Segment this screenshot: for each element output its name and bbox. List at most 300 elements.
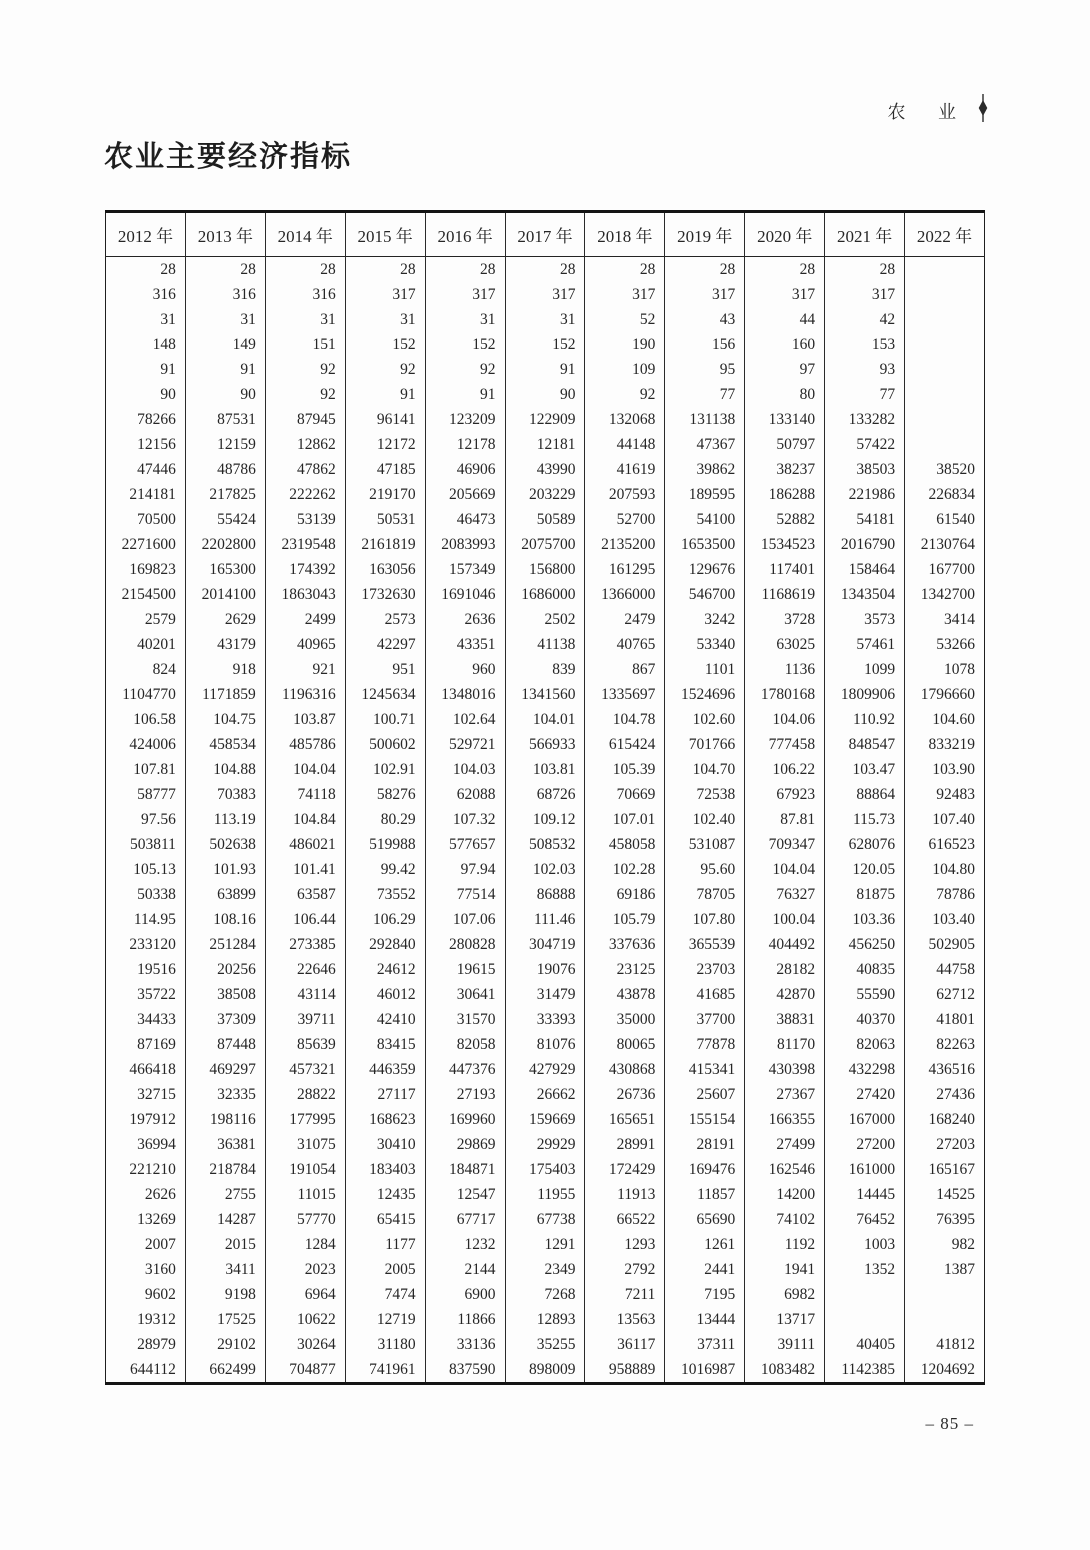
table-cell: 921 <box>265 657 345 682</box>
table-cell: 102.28 <box>585 857 665 882</box>
table-cell: 67738 <box>505 1207 585 1232</box>
table-cell: 2202800 <box>185 532 265 557</box>
table-cell: 27193 <box>425 1082 505 1107</box>
table-cell: 82063 <box>825 1032 905 1057</box>
table-cell: 1245634 <box>345 682 425 707</box>
table-cell: 100.71 <box>345 707 425 732</box>
table-cell: 159669 <box>505 1107 585 1132</box>
table-cell: 30641 <box>425 982 505 1007</box>
table-cell: 72538 <box>665 782 745 807</box>
table-cell: 104.06 <box>745 707 825 732</box>
table-cell: 105.79 <box>585 907 665 932</box>
table-cell: 6900 <box>425 1282 505 1307</box>
table-row <box>106 1332 985 1357</box>
table-cell: 2579 <box>144 611 176 628</box>
table-cell: 3728 <box>745 607 825 632</box>
table-cell: 115.73 <box>825 807 905 832</box>
table-cell: 55424 <box>185 507 265 532</box>
table-cell: 53139 <box>265 507 345 532</box>
table-cell: 1796660 <box>905 682 985 707</box>
table-cell: 99.42 <box>345 857 425 882</box>
table-cell: 95.60 <box>665 857 745 882</box>
table-row <box>106 407 985 432</box>
table-cell <box>905 1282 985 1307</box>
table-cell: 233120 <box>129 936 176 953</box>
table-cell: 11913 <box>585 1182 665 1207</box>
table-cell: 110.92 <box>825 707 905 732</box>
table-cell: 97.94 <box>425 857 505 882</box>
table-cell: 1343504 <box>825 582 905 607</box>
table-cell: 81076 <box>505 1032 585 1057</box>
table-cell: 1732630 <box>345 582 425 607</box>
table-cell: 40765 <box>585 632 665 657</box>
table-cell: 77514 <box>425 882 505 907</box>
table-cell: 19312 <box>137 1311 176 1328</box>
table-cell: 221986 <box>825 482 905 507</box>
table-cell: 102.60 <box>665 707 745 732</box>
table-row <box>106 782 985 807</box>
table-cell: 104.80 <box>905 857 985 882</box>
table-cell: 158464 <box>825 557 905 582</box>
table-cell: 67923 <box>745 782 825 807</box>
table-cell: 162546 <box>745 1157 825 1182</box>
table-cell: 25607 <box>665 1082 745 1107</box>
table-cell: 77878 <box>665 1032 745 1057</box>
table-row <box>106 332 985 357</box>
table-cell: 3573 <box>825 607 905 632</box>
table-cell: 28 <box>160 261 176 278</box>
running-head-label: 农 业 <box>887 101 970 122</box>
table-cell: 104.04 <box>265 757 345 782</box>
table-cell: 502905 <box>905 932 985 957</box>
table-cell: 156 <box>665 332 745 357</box>
table-cell: 28 <box>745 257 825 283</box>
table-cell: 78786 <box>905 882 985 907</box>
indicator-table <box>105 210 985 1385</box>
table-cell <box>825 1307 905 1332</box>
table-cell: 226834 <box>905 482 985 507</box>
table-cell: 404492 <box>745 932 825 957</box>
table-cell: 44148 <box>585 432 665 457</box>
table-cell: 1335697 <box>585 682 665 707</box>
table-cell: 6982 <box>745 1282 825 1307</box>
table-cell: 117401 <box>745 557 825 582</box>
table-cell: 2755 <box>185 1182 265 1207</box>
table-cell: 189595 <box>665 482 745 507</box>
table-row <box>106 982 985 1007</box>
table-cell: 43114 <box>265 982 345 1007</box>
table-cell: 40405 <box>825 1332 905 1357</box>
table-cell: 628076 <box>825 832 905 857</box>
table-cell: 40965 <box>265 632 345 657</box>
table-cell: 14445 <box>825 1182 905 1207</box>
table-cell: 87531 <box>185 407 265 432</box>
table-cell: 47367 <box>665 432 745 457</box>
table-cell: 430868 <box>585 1057 665 1082</box>
table-cell: 50531 <box>345 507 425 532</box>
year-column-header: 2018 年 <box>585 212 665 257</box>
table-cell: 93 <box>825 357 905 382</box>
year-column-header: 2012 年 <box>106 212 186 257</box>
table-cell: 36117 <box>585 1332 665 1357</box>
table-cell: 1342700 <box>905 582 985 607</box>
table-cell: 101.93 <box>185 857 265 882</box>
table-cell: 82058 <box>425 1032 505 1057</box>
table-cell: 2479 <box>585 607 665 632</box>
table-cell: 38520 <box>905 457 985 482</box>
table-row <box>106 607 985 632</box>
table-cell: 2502 <box>505 607 585 632</box>
table-cell: 174392 <box>265 557 345 582</box>
table-cell: 1352 <box>825 1257 905 1282</box>
table-cell <box>905 432 985 457</box>
table-cell: 44758 <box>905 957 985 982</box>
table-cell: 2499 <box>265 607 345 632</box>
table-cell <box>905 332 985 357</box>
table-cell: 23125 <box>585 957 665 982</box>
table-cell: 1941 <box>745 1257 825 1282</box>
table-cell: 68726 <box>505 782 585 807</box>
table-row <box>106 907 985 932</box>
table-cell: 616523 <box>905 832 985 857</box>
table-cell: 85639 <box>265 1032 345 1057</box>
table-cell: 2636 <box>425 607 505 632</box>
table-row <box>106 282 985 307</box>
table-cell: 27420 <box>825 1082 905 1107</box>
table-cell: 1387 <box>905 1257 985 1282</box>
running-head <box>888 94 989 127</box>
table-cell: 166355 <box>745 1107 825 1132</box>
table-row <box>106 932 985 957</box>
table-cell: 44 <box>745 307 825 332</box>
table-row <box>106 482 985 507</box>
table-cell: 430398 <box>745 1057 825 1082</box>
table-cell: 1261 <box>665 1232 745 1257</box>
table-cell: 12178 <box>425 432 505 457</box>
table-cell: 12893 <box>505 1307 585 1332</box>
table-cell: 152 <box>425 332 505 357</box>
table-cell: 58276 <box>345 782 425 807</box>
table-cell: 52700 <box>585 507 665 532</box>
table-cell: 316 <box>265 282 345 307</box>
table-cell: 46906 <box>425 457 505 482</box>
table-cell: 28 <box>185 257 265 283</box>
table-row <box>106 457 985 482</box>
table-cell: 12547 <box>425 1182 505 1207</box>
table-cell: 92 <box>425 357 505 382</box>
table-cell: 1284 <box>265 1232 345 1257</box>
table-cell: 105.13 <box>133 861 176 878</box>
table-cell: 53340 <box>665 632 745 657</box>
table-row <box>106 1107 985 1132</box>
table-cell: 701766 <box>665 732 745 757</box>
table-cell: 91 <box>160 361 176 378</box>
table-cell: 76327 <box>745 882 825 907</box>
table-cell: 508532 <box>505 832 585 857</box>
table-cell: 69186 <box>585 882 665 907</box>
table-cell: 837590 <box>425 1357 505 1384</box>
table-cell: 2075700 <box>505 532 585 557</box>
table-cell: 10622 <box>265 1307 345 1332</box>
table-cell: 427929 <box>505 1057 585 1082</box>
year-column-header: 2020 年 <box>745 212 825 257</box>
table-cell: 32715 <box>137 1086 176 1103</box>
table-cell <box>905 407 985 432</box>
table-cell: 106.44 <box>265 907 345 932</box>
table-cell: 12159 <box>185 432 265 457</box>
table-cell: 316 <box>152 286 176 303</box>
table-cell: 31 <box>345 307 425 332</box>
table-cell: 36994 <box>137 1136 176 1153</box>
table-cell: 2005 <box>345 1257 425 1282</box>
table-cell: 12435 <box>345 1182 425 1207</box>
table-cell: 31 <box>425 307 505 332</box>
table-cell: 31479 <box>505 982 585 1007</box>
table-cell: 1863043 <box>265 582 345 607</box>
table-cell: 28822 <box>265 1082 345 1107</box>
table-cell: 1348016 <box>425 682 505 707</box>
table-cell: 415341 <box>665 1057 745 1082</box>
table-cell: 104.78 <box>585 707 665 732</box>
table-cell: 280828 <box>425 932 505 957</box>
table-row <box>106 1357 985 1384</box>
table-cell: 111.46 <box>505 907 585 932</box>
table-cell: 104.70 <box>665 757 745 782</box>
table-cell: 27203 <box>905 1132 985 1157</box>
table-cell: 485786 <box>265 732 345 757</box>
table-cell: 11955 <box>505 1182 585 1207</box>
table-cell: 31075 <box>265 1132 345 1157</box>
table-cell: 76452 <box>825 1207 905 1232</box>
table-cell: 615424 <box>585 732 665 757</box>
year-column-header: 2017 年 <box>505 212 585 257</box>
table-cell <box>905 357 985 382</box>
table-cell: 104.04 <box>745 857 825 882</box>
table-cell: 2015 <box>185 1232 265 1257</box>
table-cell: 113.19 <box>185 807 265 832</box>
table-cell: 43179 <box>185 632 265 657</box>
table-cell: 848547 <box>825 732 905 757</box>
table-row <box>106 1307 985 1332</box>
table-cell: 9602 <box>144 1286 176 1303</box>
table-cell: 7211 <box>585 1282 665 1307</box>
table-cell: 58777 <box>137 786 176 803</box>
table-cell: 317 <box>345 282 425 307</box>
table-cell: 92 <box>265 382 345 407</box>
table-cell: 2016790 <box>825 532 905 557</box>
table-cell: 14200 <box>745 1182 825 1207</box>
table-cell: 7195 <box>665 1282 745 1307</box>
table-cell: 30264 <box>265 1332 345 1357</box>
table-cell: 91 <box>425 382 505 407</box>
table-cell: 2626 <box>144 1186 176 1203</box>
table-cell: 203229 <box>505 482 585 507</box>
table-cell: 190 <box>585 332 665 357</box>
table-cell: 132068 <box>585 407 665 432</box>
table-cell: 106.58 <box>133 711 176 728</box>
table-cell: 38508 <box>185 982 265 1007</box>
table-cell: 61540 <box>905 507 985 532</box>
table-row <box>106 307 985 332</box>
table-cell: 11015 <box>265 1182 345 1207</box>
table-cell: 63025 <box>745 632 825 657</box>
table-row <box>106 257 985 283</box>
table-cell: 2271600 <box>121 536 176 553</box>
year-column-header: 2019 年 <box>665 212 745 257</box>
table-cell: 148 <box>152 336 176 353</box>
table-cell: 709347 <box>745 832 825 857</box>
table-cell: 47446 <box>137 461 176 478</box>
table-cell: 577657 <box>425 832 505 857</box>
table-cell: 19516 <box>137 961 176 978</box>
table-cell: 30410 <box>345 1132 425 1157</box>
table-cell: 155154 <box>665 1107 745 1132</box>
table-cell: 31 <box>265 307 345 332</box>
table-cell: 11857 <box>665 1182 745 1207</box>
table-cell: 40835 <box>825 957 905 982</box>
table-cell: 1653500 <box>665 532 745 557</box>
table-cell: 54100 <box>665 507 745 532</box>
table-cell: 1534523 <box>745 532 825 557</box>
table-cell: 107.40 <box>905 807 985 832</box>
table-cell: 80 <box>745 382 825 407</box>
table-cell: 104.75 <box>185 707 265 732</box>
table-cell: 31 <box>505 307 585 332</box>
table-cell: 57770 <box>265 1207 345 1232</box>
table-cell: 316 <box>185 282 265 307</box>
table-cell: 2792 <box>585 1257 665 1282</box>
year-column-header: 2013 年 <box>185 212 265 257</box>
table-cell: 1142385 <box>825 1357 905 1384</box>
table-cell: 46012 <box>345 982 425 1007</box>
table-cell: 104.03 <box>425 757 505 782</box>
table-cell: 982 <box>905 1232 985 1257</box>
table-cell: 741961 <box>345 1357 425 1384</box>
table-cell: 662499 <box>185 1357 265 1384</box>
table-cell: 184871 <box>425 1157 505 1182</box>
table-cell: 167700 <box>905 557 985 582</box>
table-cell: 1136 <box>745 657 825 682</box>
year-header-row <box>106 212 985 257</box>
table-cell: 103.36 <box>825 907 905 932</box>
table-cell: 33136 <box>425 1332 505 1357</box>
table-cell: 102.64 <box>425 707 505 732</box>
table-cell: 40370 <box>825 1007 905 1032</box>
table-cell: 197912 <box>129 1111 176 1128</box>
table-cell: 114.95 <box>133 911 176 928</box>
table-cell: 28 <box>825 257 905 283</box>
table-cell: 1686000 <box>505 582 585 607</box>
table-cell: 1192 <box>745 1232 825 1257</box>
table-cell: 191054 <box>265 1157 345 1182</box>
table-row <box>106 957 985 982</box>
table-cell: 20256 <box>185 957 265 982</box>
table-cell: 37309 <box>185 1007 265 1032</box>
page-number: – 85 – <box>925 1414 974 1433</box>
table-row <box>106 1232 985 1257</box>
table-cell: 42410 <box>345 1007 425 1032</box>
table-cell: 62712 <box>905 982 985 1007</box>
table-row <box>106 882 985 907</box>
table-cell: 218784 <box>185 1157 265 1182</box>
table-cell: 92 <box>345 357 425 382</box>
year-column-header: 2015 年 <box>345 212 425 257</box>
table-cell: 2319548 <box>265 532 345 557</box>
table-cell: 83415 <box>345 1032 425 1057</box>
table-cell: 960 <box>425 657 505 682</box>
table-cell: 704877 <box>265 1357 345 1384</box>
table-cell: 65415 <box>345 1207 425 1232</box>
table-cell: 163056 <box>345 557 425 582</box>
table-cell: 432298 <box>825 1057 905 1082</box>
table-cell: 42 <box>825 307 905 332</box>
table-cell: 458534 <box>185 732 265 757</box>
table-cell: 2573 <box>345 607 425 632</box>
table-cell: 447376 <box>425 1057 505 1082</box>
table-cell: 107.01 <box>585 807 665 832</box>
table-cell: 107.06 <box>425 907 505 932</box>
table-cell: 96141 <box>345 407 425 432</box>
table-cell: 28 <box>425 257 505 283</box>
table-cell: 1003 <box>825 1232 905 1257</box>
table-cell: 70669 <box>585 782 665 807</box>
table-cell: 183403 <box>345 1157 425 1182</box>
table-cell: 57461 <box>825 632 905 657</box>
table-cell: 50589 <box>505 507 585 532</box>
table-cell: 109 <box>585 357 665 382</box>
table-cell: 87169 <box>137 1036 176 1053</box>
table-cell: 153 <box>825 332 905 357</box>
table-cell: 165651 <box>585 1107 665 1132</box>
indicator-table-head <box>106 212 985 257</box>
table-cell: 28 <box>665 257 745 283</box>
table-cell: 12156 <box>137 436 176 453</box>
table-cell: 1196316 <box>265 682 345 707</box>
table-row <box>106 857 985 882</box>
table-cell: 81170 <box>745 1032 825 1057</box>
table-row <box>106 507 985 532</box>
table-cell: 39711 <box>265 1007 345 1032</box>
table-cell: 273385 <box>265 932 345 957</box>
table-row <box>106 632 985 657</box>
table-cell: 31 <box>160 311 176 328</box>
table-cell: 80065 <box>585 1032 665 1057</box>
table-cell: 157349 <box>425 557 505 582</box>
table-cell: 43 <box>665 307 745 332</box>
table-cell: 129676 <box>665 557 745 582</box>
table-cell: 63587 <box>265 882 345 907</box>
table-cell: 27117 <box>345 1082 425 1107</box>
table-row <box>106 432 985 457</box>
table-cell: 102.03 <box>505 857 585 882</box>
table-cell: 97 <box>745 357 825 382</box>
table-cell: 77 <box>665 382 745 407</box>
table-cell: 214181 <box>129 486 176 503</box>
table-cell: 43990 <box>505 457 585 482</box>
table-cell: 566933 <box>505 732 585 757</box>
table-cell: 1524696 <box>665 682 745 707</box>
table-cell: 104.01 <box>505 707 585 732</box>
table-cell: 38831 <box>745 1007 825 1032</box>
table-cell: 38503 <box>825 457 905 482</box>
table-cell: 867 <box>585 657 665 682</box>
table-cell: 28182 <box>745 957 825 982</box>
table-cell: 160 <box>745 332 825 357</box>
table-cell: 2135200 <box>585 532 665 557</box>
table-cell: 165167 <box>905 1157 985 1182</box>
table-cell: 165300 <box>185 557 265 582</box>
table-row <box>106 657 985 682</box>
